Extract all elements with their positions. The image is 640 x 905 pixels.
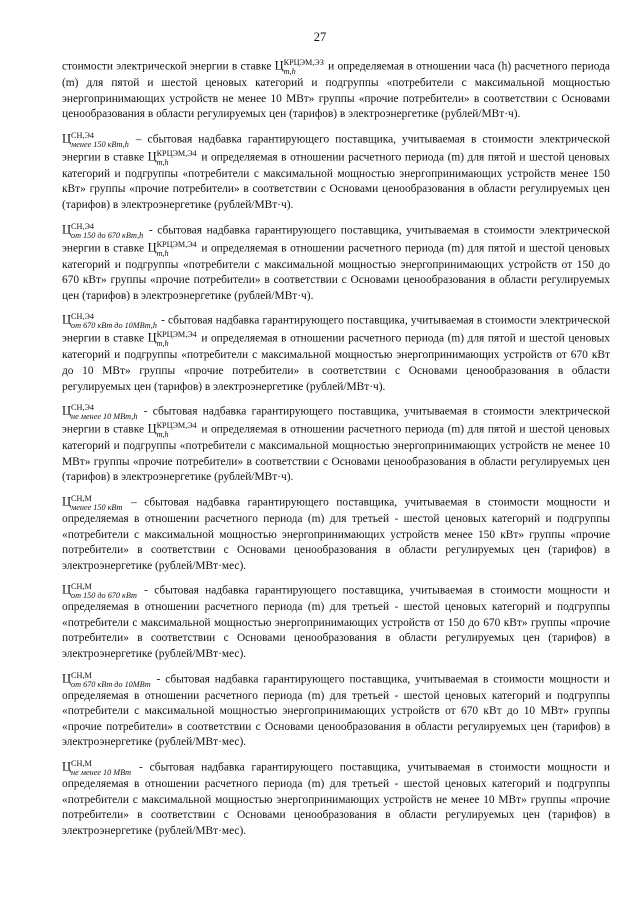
term-indices: СН,М менее 150 кВт [71, 493, 123, 512]
definition-text: - сбытовая надбавка гарантирующего поставщика, учитываемая в стоимости мощности и определяемая в отношении расчетного периода (m) для третьей - шестой ценовых категорий и подгруппы «потребители с максимальной мощностью энергопринимающих устройств от 150 до 670 кВт» группы «прочие потребители» в соответствии с Основами ценообразования в области регулируемых цен (тарифов) в электроэнергетике (рублей/МВт·мес). [62, 584, 610, 661]
term-symbol: Ц [62, 403, 72, 418]
paragraph-text-after: и определяемая в отношении часа (h) расчетного периода (m) для пятой и шестой ценовых категорий и подгруппы «потребители с максимальной мощностью энергопринимающих устройств не менее 10 МВт» группы «прочие потребители» в соответствии с Основами ценообразования в области регулируемых цен (тарифов) в электроэнергетике (рублей/МВт·ч). [62, 60, 610, 121]
rate-symbol: Ц [147, 330, 157, 345]
term-symbol: Ц [62, 222, 72, 237]
definition-paragraph [62, 403, 610, 486]
term-symbol: Ц [62, 582, 72, 597]
rate-symbol: Ц [147, 421, 157, 436]
term-symbol: Ц [62, 759, 72, 774]
definition-paragraph [62, 222, 610, 305]
definition-text-after: и определяемая в отношении расчетного периода (m) для пятой и шестой ценовых категорий и подгруппы «потребители с максимальной мощностью энергопринимающих устройств не менее 10 МВт» группы «прочие потребители» в соответствии с Основами ценообразования в области регулируемых цен (тарифов) в электроэнергетике (рублей/МВт·ч). [62, 423, 610, 484]
rate-symbol: Ц [147, 240, 157, 255]
term-indices: СН,Э4 не менее 10 МВт,h [71, 403, 138, 422]
rate-indices: КРЦЭМ,Э4 m,h [156, 421, 197, 440]
definition-text-after: и определяемая в отношении расчетного периода (m) для пятой и шестой ценовых категорий и подгруппы «потребители с максимальной мощностью энергопринимающих устройств от 670 кВт до 10 МВт» группы «прочие потребители» в соответствии с Основами ценообразования в области регулируемых цен (тарифов) в электроэнергетике (рублей/МВт·ч). [62, 332, 610, 393]
term-symbol: Ц [62, 671, 72, 686]
definition-text: - сбытовая надбавка гарантирующего поставщика, учитываемая в стоимости мощности и определяемая в отношении расчетного периода (m) для третьей - шестой ценовых категорий и подгруппы «потребители с максимальной мощностью энергопринимающих устройств не менее 10 МВт» группы «прочие потребители» в соответствии с Основами ценообразования в области регулируемых цен (тарифов) в электроэнергетике (рублей/МВт·мес). [62, 761, 610, 837]
term-symbol: Ц [62, 494, 72, 509]
definition-paragraph [62, 131, 610, 214]
definition-paragraph [62, 312, 610, 395]
rate-indices: КРЦЭМ,Э4 m,h [156, 239, 197, 258]
term-indices: СН,М от 670 кВт до 10МВт [71, 670, 151, 689]
term-indices: СН,Э4 от 670 кВт до 10МВт,h [71, 312, 157, 331]
definition-text: - сбытовая надбавка гарантирующего поставщика, учитываемая в стоимости электрической энергии в ставке [62, 405, 610, 436]
definition-paragraph [62, 494, 610, 574]
term-indices: СН,Э4 от 150 до 670 кВт,h [71, 221, 144, 240]
definition-paragraph [62, 582, 610, 662]
rate-symbol: Ц [274, 58, 284, 73]
rate-indices: КРЦЭМ,Э4 m,h [156, 330, 197, 349]
rate-indices: КРЦЭМ,Э4 m,h [156, 148, 197, 167]
paragraph-text-before: стоимости электрической энергии в ставке [62, 60, 272, 73]
rate-symbol: Ц [147, 149, 157, 164]
definition-text-after: и определяемая в отношении расчетного периода (m) для пятой и шестой ценовых категорий и подгруппы «потребители с максимальной мощностью энергопринимающих устройств менее 150 кВт» группы «прочие потребители» в соответствии с Основами ценообразования в области регулируемых цен (тарифов) в электроэнергетике (рублей/МВт·ч). [62, 151, 610, 211]
definition-paragraph [62, 671, 610, 751]
term-indices: СН,М от 150 до 670 кВт [71, 582, 137, 601]
definition-text: – сбытовая надбавка гарантирующего поставщика, учитываемая в стоимости мощности и определяемая в отношении расчетного периода (m) для третьей - шестой ценовых категорий и подгруппы «потребители с максимальной мощностью энергопринимающих устройств менее 150 кВт» группы «прочие потребители» в соответствии с Основами ценообразования в области регулируемых цен (тарифов) в электроэнергетике (рублей/МВт·мес). [62, 496, 610, 572]
term-indices: СН,Э4 менее 150 кВт,h [71, 130, 129, 149]
definition-text: - сбытовая надбавка гарантирующего поставщика, учитываемая в стоимости мощности и определяемая в отношении расчетного периода (m) для третьей - шестой ценовых категорий и подгруппы «потребители с максимальной мощностью энергопринимающих устройств от 670 кВт до 10 МВт» группы «прочие потребители» в соответствии с Основами ценообразования в области регулируемых цен (тарифов) в электроэнергетике (рублей/МВт·мес). [62, 673, 610, 749]
page-number: 27 [313, 30, 327, 44]
definition-text: – сбытовая надбавка гарантирующего поставщика, учитываемая в стоимости электрической энергии в ставке [62, 133, 610, 164]
term-symbol: Ц [62, 131, 72, 146]
rate-indices: КРЦЭМ,ЭЗ m,h [283, 58, 324, 76]
paragraph-continuation [62, 58, 610, 123]
definition-text-after: и определяемая в отношении расчетного периода (m) для пятой и шестой ценовых категорий и подгруппы «потребители с максимальной мощностью энергопринимающих устройств от 150 до 670 кВт» группы «прочие потребители» в соответствии с Основами ценообразования в области регулируемых цен (тарифов) в электроэнергетике (рублей/МВт·ч). [62, 242, 610, 302]
term-symbol: Ц [62, 312, 72, 327]
definition-text: - сбытовая надбавка гарантирующего поставщика, учитываемая в стоимости электрической энергии в ставке [62, 224, 610, 255]
definition-text: - сбытовая надбавка гарантирующего поставщика, учитываемая в стоимости электрической энергии в ставке [62, 314, 610, 345]
document-body [62, 58, 610, 839]
term-indices: СН,М не менее 10 МВт [71, 759, 132, 778]
definition-paragraph [62, 759, 610, 839]
